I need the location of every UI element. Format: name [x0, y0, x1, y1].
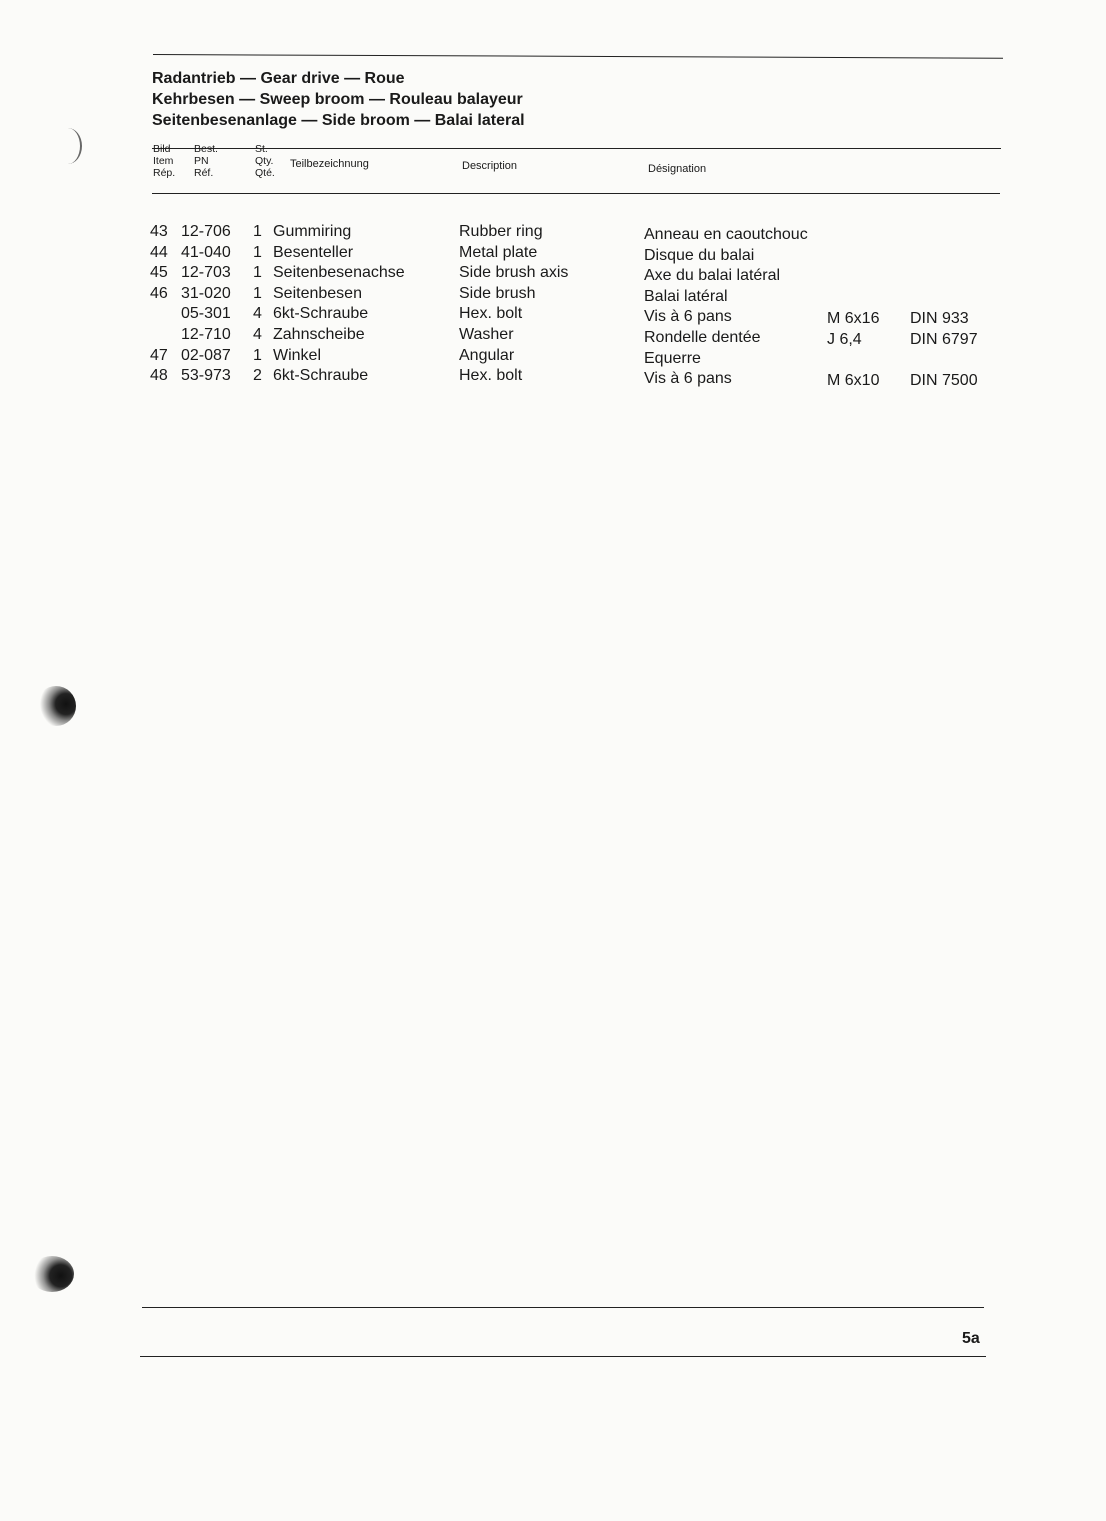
french-designation: Vis à 6 pans [644, 370, 732, 388]
english-description: Rubber ring [459, 223, 543, 240]
table-row [0, 366, 1106, 390]
footer-top-rule [142, 1307, 984, 1308]
table-row [0, 263, 1106, 284]
quantity: 1 [253, 223, 262, 240]
din-standard: DIN 6797 [910, 330, 978, 348]
din-standard: DIN 7500 [910, 372, 978, 390]
binder-hole-mark [54, 128, 82, 164]
english-description: Hex. bolt [459, 367, 523, 385]
german-name: Seitenbesen [273, 284, 362, 302]
title-line-2: Kehrbesen — Sweep broom — Rouleau balayeur [152, 91, 523, 108]
item-number: 44 [150, 243, 168, 261]
section-titles [152, 68, 852, 131]
german-name: Seitenbesenachse [273, 264, 405, 282]
french-designation: Balai latéral [644, 287, 728, 305]
din-standard: DIN 933 [910, 310, 969, 328]
english-description: Metal plate [459, 243, 538, 261]
part-number: 41-040 [181, 243, 231, 261]
english-description: Hex. bolt [459, 305, 523, 323]
french-designation: Vis à 6 pans [644, 308, 732, 326]
german-name: 6kt-Schraube [273, 367, 369, 385]
table-row [0, 222, 1106, 243]
header-top-rule [152, 148, 1001, 149]
table-row [0, 284, 1106, 305]
german-name: Besenteller [273, 243, 354, 261]
quantity: 2 [253, 367, 262, 385]
quantity: 4 [253, 305, 262, 323]
title-line-3: Seitenbesenanlage — Side broom — Balai lateral [152, 112, 525, 129]
table-row [0, 346, 1106, 367]
header-bottom-rule [152, 193, 1000, 194]
quantity: 1 [253, 243, 262, 261]
header-pn: Best. PN Réf. [194, 143, 218, 179]
binder-hole-mark [30, 1256, 74, 1292]
item-number: 47 [150, 346, 168, 364]
quantity: 1 [253, 346, 262, 364]
german-name: Gummiring [273, 223, 352, 240]
header-description: Description [462, 160, 518, 172]
part-number: 31-020 [181, 284, 231, 302]
item-number: 45 [150, 264, 168, 282]
english-description: Side brush [459, 284, 536, 302]
table-row [0, 325, 1106, 346]
page-number: 5a [962, 1330, 980, 1347]
part-number: 12-703 [181, 264, 231, 282]
french-designation: Disque du balai [644, 246, 755, 264]
top-rule [153, 54, 1003, 59]
french-designation: Anneau en caoutchouc [644, 226, 808, 243]
part-number: 53-973 [181, 367, 231, 385]
english-description: Side brush axis [459, 264, 569, 282]
header-item: Bild Item Rép. [153, 143, 176, 179]
size-spec: J 6,4 [827, 330, 862, 348]
french-designation: Equerre [644, 349, 701, 367]
table-row [0, 243, 1106, 264]
quantity: 1 [253, 264, 262, 282]
item-number: 46 [150, 284, 168, 302]
footer-bottom-rule [140, 1356, 986, 1357]
part-number: 05-301 [181, 305, 231, 323]
item-number: 48 [150, 367, 168, 385]
german-name: 6kt-Schraube [273, 305, 369, 323]
german-name: Winkel [273, 346, 322, 364]
binder-hole-mark [36, 686, 76, 726]
part-number: 02-087 [181, 346, 231, 364]
table-row [0, 304, 1106, 328]
size-spec: M 6x16 [827, 310, 880, 328]
part-number: 12-706 [181, 223, 231, 240]
german-name: Zahnscheibe [273, 325, 365, 343]
english-description: Angular [459, 346, 515, 364]
header-teilbezeichnung: Teilbezeichnung [290, 158, 369, 170]
quantity: 1 [253, 284, 262, 302]
part-number: 12-710 [181, 325, 231, 343]
quantity: 4 [253, 325, 262, 343]
size-spec: M 6x10 [827, 372, 880, 390]
item-number: 43 [150, 223, 168, 240]
english-description: Washer [459, 325, 514, 343]
title-line-1: Radantrieb — Gear drive — Roue [152, 70, 405, 87]
french-designation: Axe du balai latéral [644, 267, 781, 285]
header-designation: Désignation [648, 163, 707, 175]
parts-list [0, 222, 1106, 390]
french-designation: Rondelle dentée [644, 328, 761, 346]
header-qty: St. Qty. Qté. [255, 143, 275, 179]
